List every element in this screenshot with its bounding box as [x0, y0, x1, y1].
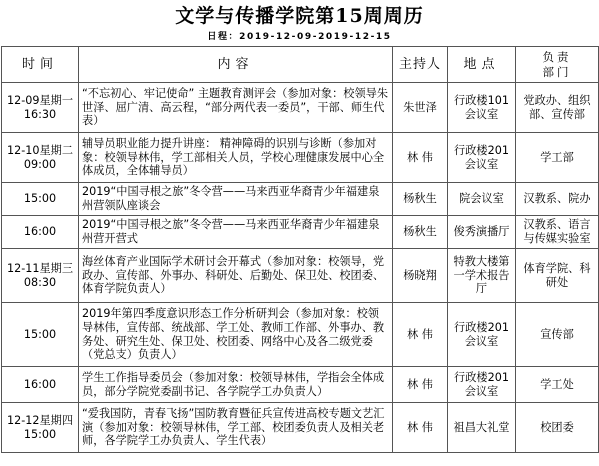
row-location: 行政楼201会议室	[448, 133, 516, 183]
row-dept: 宣传部	[516, 303, 599, 367]
table-row	[2, 216, 599, 249]
col-header-dept-line1: 负责	[542, 49, 572, 64]
row-host: 朱世泽	[393, 83, 448, 133]
row-time	[2, 183, 79, 216]
row-location: 祖昌大礼堂	[448, 403, 516, 453]
row-content: 2019年第四季度意识形态工作分析研判会（参加对象：校领导林伟，宣传部、统战部、学工处、教师工作部、外事办、教务处、研究生处、保卫处、校团委、网络中心及各二级党委（党总支）负责人）	[79, 303, 393, 367]
row-dept: 党政办、组织部、宣传部	[516, 83, 599, 133]
row-time-hour: 15:00	[23, 427, 57, 441]
row-content: 2019“中国寻根之旅”冬令营——马来西亚华裔青少年福建泉州营开营式	[79, 216, 393, 249]
col-header-dept	[516, 47, 599, 83]
row-time	[2, 83, 79, 133]
row-host: 林 伟	[393, 303, 448, 367]
page-title: 文学与传播学院第15周周历	[175, 5, 424, 27]
row-host: 杨秋生	[393, 216, 448, 249]
col-header-content: 内容	[79, 47, 393, 83]
table-row	[2, 403, 599, 453]
row-time-date: 12-12星期四	[6, 413, 74, 427]
col-header-location: 地点	[448, 47, 516, 83]
row-time-date: 12-09星期一	[6, 93, 74, 107]
table-row	[2, 83, 599, 133]
row-dept: 汉教系、院办	[516, 183, 599, 216]
row-content: “爱我国防，青春飞扬”国防教育暨征兵宣传进高校专题文艺汇演（参加对象：校领导林伟，学工部、校团委负责人及相关老师，各学院学工办负责人、学生代表）	[79, 403, 393, 453]
table-header-row	[2, 47, 599, 83]
row-time-date: 12-11星期三	[6, 261, 74, 275]
row-host: 林 伟	[393, 367, 448, 403]
row-host: 林 伟	[393, 403, 448, 453]
row-time-date: 16:00	[23, 377, 57, 391]
row-content: 海丝体育产业国际学术研讨会开幕式（参加对象：校领导，党政办、宣传部、外事办、科研处、后勤处、保卫处、校团委、体育学院负责人）	[79, 249, 393, 303]
row-time-date: 12-10星期二	[6, 143, 74, 157]
row-dept: 校团委	[516, 403, 599, 453]
row-dept: 学工部	[516, 133, 599, 183]
row-host: 林 伟	[393, 133, 448, 183]
row-content: 学生工作指导委员会（参加对象：校领导林伟，学指会全体成员，部分学院党委副书记、各学院学工办负责人）	[79, 367, 393, 403]
row-dept: 学工处	[516, 367, 599, 403]
col-header-dept-line2: 部门	[542, 64, 572, 79]
schedule-table	[1, 46, 599, 453]
row-time-hour: 16:30	[23, 107, 57, 121]
row-time	[2, 216, 79, 249]
table-row	[2, 133, 599, 183]
date-range: 日程：2019-12-09-2019-12-15	[207, 32, 392, 42]
col-header-time: 时间	[2, 47, 79, 83]
row-dept: 汉教系、语言与传媒实验室	[516, 216, 599, 249]
row-time-date: 15:00	[23, 192, 57, 206]
row-host: 杨晓翔	[393, 249, 448, 303]
table-row	[2, 367, 599, 403]
row-time	[2, 403, 79, 453]
row-location: 行政楼201会议室	[448, 303, 516, 367]
row-location: 行政楼201会议室	[448, 367, 516, 403]
row-host: 杨秋生	[393, 183, 448, 216]
row-time-date: 16:00	[23, 225, 57, 239]
table-row	[2, 303, 599, 367]
row-time	[2, 133, 79, 183]
col-header-host: 主持人	[393, 47, 448, 83]
row-dept: 体育学院、科研处	[516, 249, 599, 303]
row-location: 院会议室	[448, 183, 516, 216]
row-location: 俊秀演播厅	[448, 216, 516, 249]
row-content: 辅导员职业能力提升讲座： 精神障碍的识别与诊断（参加对象：校领导林伟，学工部相关人员，学校心理健康发展中心全体成员，全体辅导员）	[79, 133, 393, 183]
row-content: “不忘初心、牢记使命” 主题教育测评会（参加对象：校领导朱世泽、屈广清、高云程，“部分两代表一委员”，干部、师生代表）	[79, 83, 393, 133]
row-time	[2, 249, 79, 303]
row-time-hour: 09:00	[23, 157, 57, 171]
row-time-hour: 08:30	[23, 275, 57, 289]
row-location: 特教大楼第一学术报告厅	[448, 249, 516, 303]
row-time	[2, 367, 79, 403]
row-content: 2019“中国寻根之旅”冬令营——马来西亚华裔青少年福建泉州营领队座谈会	[79, 183, 393, 216]
row-time	[2, 303, 79, 367]
row-time-date: 15:00	[23, 327, 57, 341]
table-row	[2, 249, 599, 303]
table-row	[2, 183, 599, 216]
row-location: 行政楼101会议室	[448, 83, 516, 133]
